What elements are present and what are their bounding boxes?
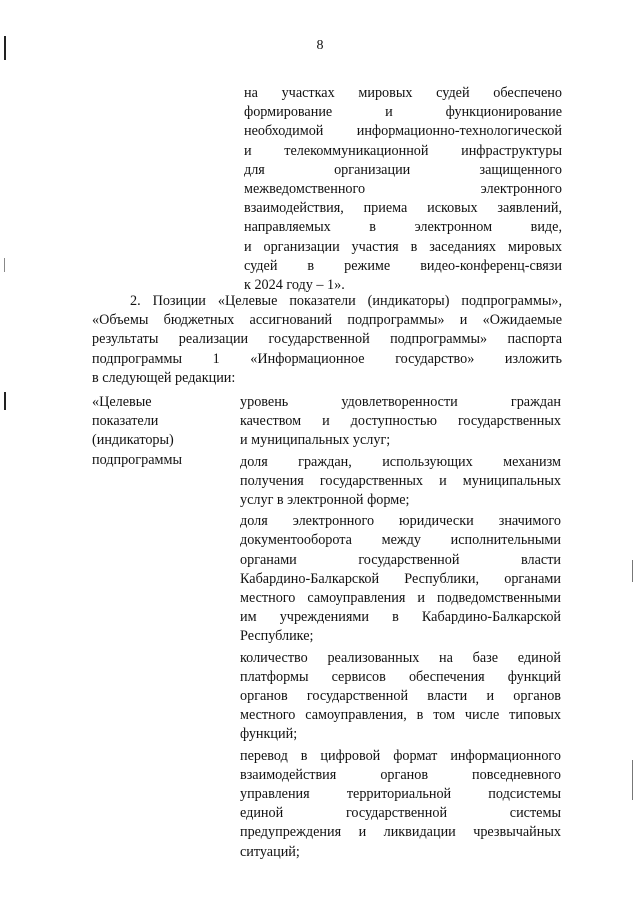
indicator-line: предупреждения и ликвидации чрезвычайных bbox=[240, 824, 561, 841]
indicator-line: функций; bbox=[240, 726, 298, 743]
paragraph-line: подпрограммы 1 «Информационное государство» изложить bbox=[92, 350, 562, 367]
indicator-line: уровень удовлетворенности граждан bbox=[240, 394, 561, 410]
indicator-line: управления территориальной подсистемы bbox=[240, 786, 561, 803]
indicator-line: ситуаций; bbox=[240, 843, 300, 860]
continuation-line: на участках мировых судей обеспечено bbox=[244, 85, 562, 101]
indicator-item bbox=[240, 747, 561, 862]
continuation-line: к 2024 году – 1». bbox=[244, 277, 345, 294]
continuation-line: и организации участия в заседаниях мировых bbox=[244, 238, 562, 255]
paragraph-2 bbox=[92, 292, 562, 388]
continuation-line: необходимой информационно-технологической bbox=[244, 123, 562, 140]
indicator-line: доля граждан, использующих механизм bbox=[240, 453, 561, 470]
indicator-line: Кабардино-Балкарской Республики, органами bbox=[240, 570, 561, 587]
indicator-line: единой государственной системы bbox=[240, 805, 561, 822]
indicator-item bbox=[240, 453, 561, 511]
indicator-line: органов государственной власти и органов bbox=[240, 688, 561, 705]
continuation-line: формирование и функционирование bbox=[244, 104, 562, 121]
indicators-label-line: подпрограммы bbox=[92, 451, 182, 468]
indicators-label-line: показатели bbox=[92, 413, 159, 430]
indicator-line: перевод в цифровой формат информационного bbox=[240, 747, 561, 764]
scan-edge-mark-right bbox=[632, 560, 633, 582]
indicator-line: им учреждениями в Кабардино-Балкарской bbox=[240, 609, 561, 626]
continuation-line: взаимодействия, приема исковых заявлений, bbox=[244, 200, 562, 217]
indicator-line: количество реализованных на базе единой bbox=[240, 649, 561, 666]
scan-edge-mark-right-2 bbox=[632, 760, 633, 800]
indicator-line: местного самоуправления и подведомственными bbox=[240, 590, 561, 607]
paragraph-line: в следующей редакции: bbox=[92, 369, 236, 386]
continuation-text bbox=[244, 84, 562, 295]
paragraph-line: «Объемы бюджетных ассигнований подпрограммы» и «Ожидаемые bbox=[92, 312, 562, 329]
continuation-line: направляемых в электронном виде, bbox=[244, 219, 562, 236]
continuation-line: судей в режиме видео-конференц-связи bbox=[244, 257, 562, 274]
indicators-list bbox=[240, 393, 561, 864]
indicator-line: и муниципальных услуг; bbox=[240, 432, 391, 449]
indicator-line: документооборота между исполнительными bbox=[240, 532, 561, 549]
continuation-line: для организации защищенного bbox=[244, 161, 562, 178]
indicators-label-line: «Целевые bbox=[92, 394, 152, 410]
indicator-line: взаимодействия органов повседневного bbox=[240, 766, 561, 783]
indicator-line: местного самоуправления, в том числе типовых bbox=[240, 707, 561, 724]
indicator-line: органами государственной власти bbox=[240, 551, 561, 568]
scan-edge-mark-left bbox=[4, 258, 5, 272]
indicator-item bbox=[240, 649, 561, 745]
paragraph-line: 2. Позиции «Целевые показатели (индикаторы) подпрограммы», bbox=[130, 293, 562, 309]
indicator-item bbox=[240, 512, 561, 646]
indicator-line: Республике; bbox=[240, 628, 314, 645]
indicator-line: получения государственных и муниципальных bbox=[240, 472, 561, 489]
indicator-item bbox=[240, 393, 561, 451]
paragraph-line: результаты реализации государственной подпрограммы» паспорта bbox=[92, 331, 562, 348]
indicators-label-line: (индикаторы) bbox=[92, 432, 174, 449]
indicator-line: доля электронного юридически значимого bbox=[240, 513, 561, 530]
scan-edge-mark-left-2 bbox=[4, 392, 6, 410]
continuation-line: и телекоммуникационной инфраструктуры bbox=[244, 142, 562, 159]
page-number: 8 bbox=[316, 38, 324, 53]
indicator-line: платформы сервисов обеспечения функций bbox=[240, 668, 561, 685]
continuation-line: межведомственного электронного bbox=[244, 181, 562, 198]
indicator-line: услуг в электронной форме; bbox=[240, 492, 410, 509]
indicator-line: качеством и доступностью государственных bbox=[240, 413, 561, 430]
indicators-label bbox=[92, 393, 222, 470]
